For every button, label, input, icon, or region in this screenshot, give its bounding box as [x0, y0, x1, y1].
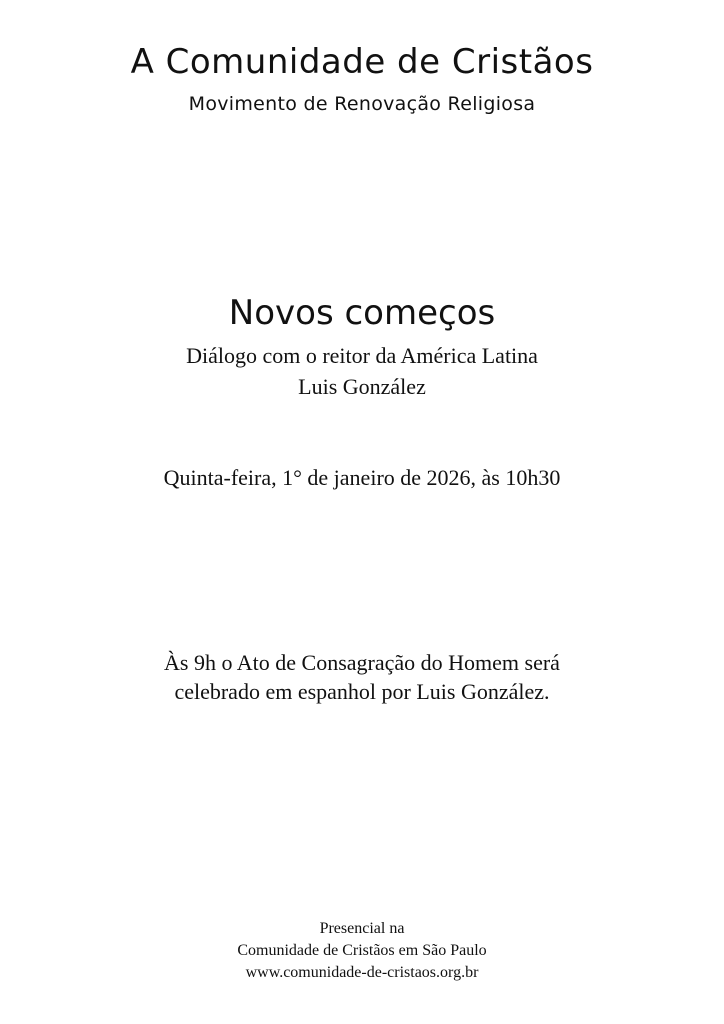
- event-subtitle: Diálogo com o reitor da América Latina: [186, 343, 538, 368]
- footer-venue-intro: Presencial na: [319, 920, 405, 937]
- note-line-1: Às 9h o Ato de Consagração do Homem será: [164, 650, 560, 675]
- event-title: Novos começos: [228, 293, 496, 333]
- note-line-2: celebrado em espanhol por Luis González.: [174, 679, 550, 704]
- footer-website: www.comunidade-de-cristaos.org.br: [245, 964, 479, 981]
- event-datetime: Quinta-feira, 1° de janeiro de 2026, às 10h30: [163, 465, 561, 490]
- footer-venue-name: Comunidade de Cristãos em São Paulo: [237, 942, 487, 959]
- organization-subtitle: Movimento de Renovação Religiosa: [188, 93, 536, 115]
- organization-name: A Comunidade de Cristãos: [130, 42, 594, 82]
- event-speaker: Luis González: [298, 374, 426, 399]
